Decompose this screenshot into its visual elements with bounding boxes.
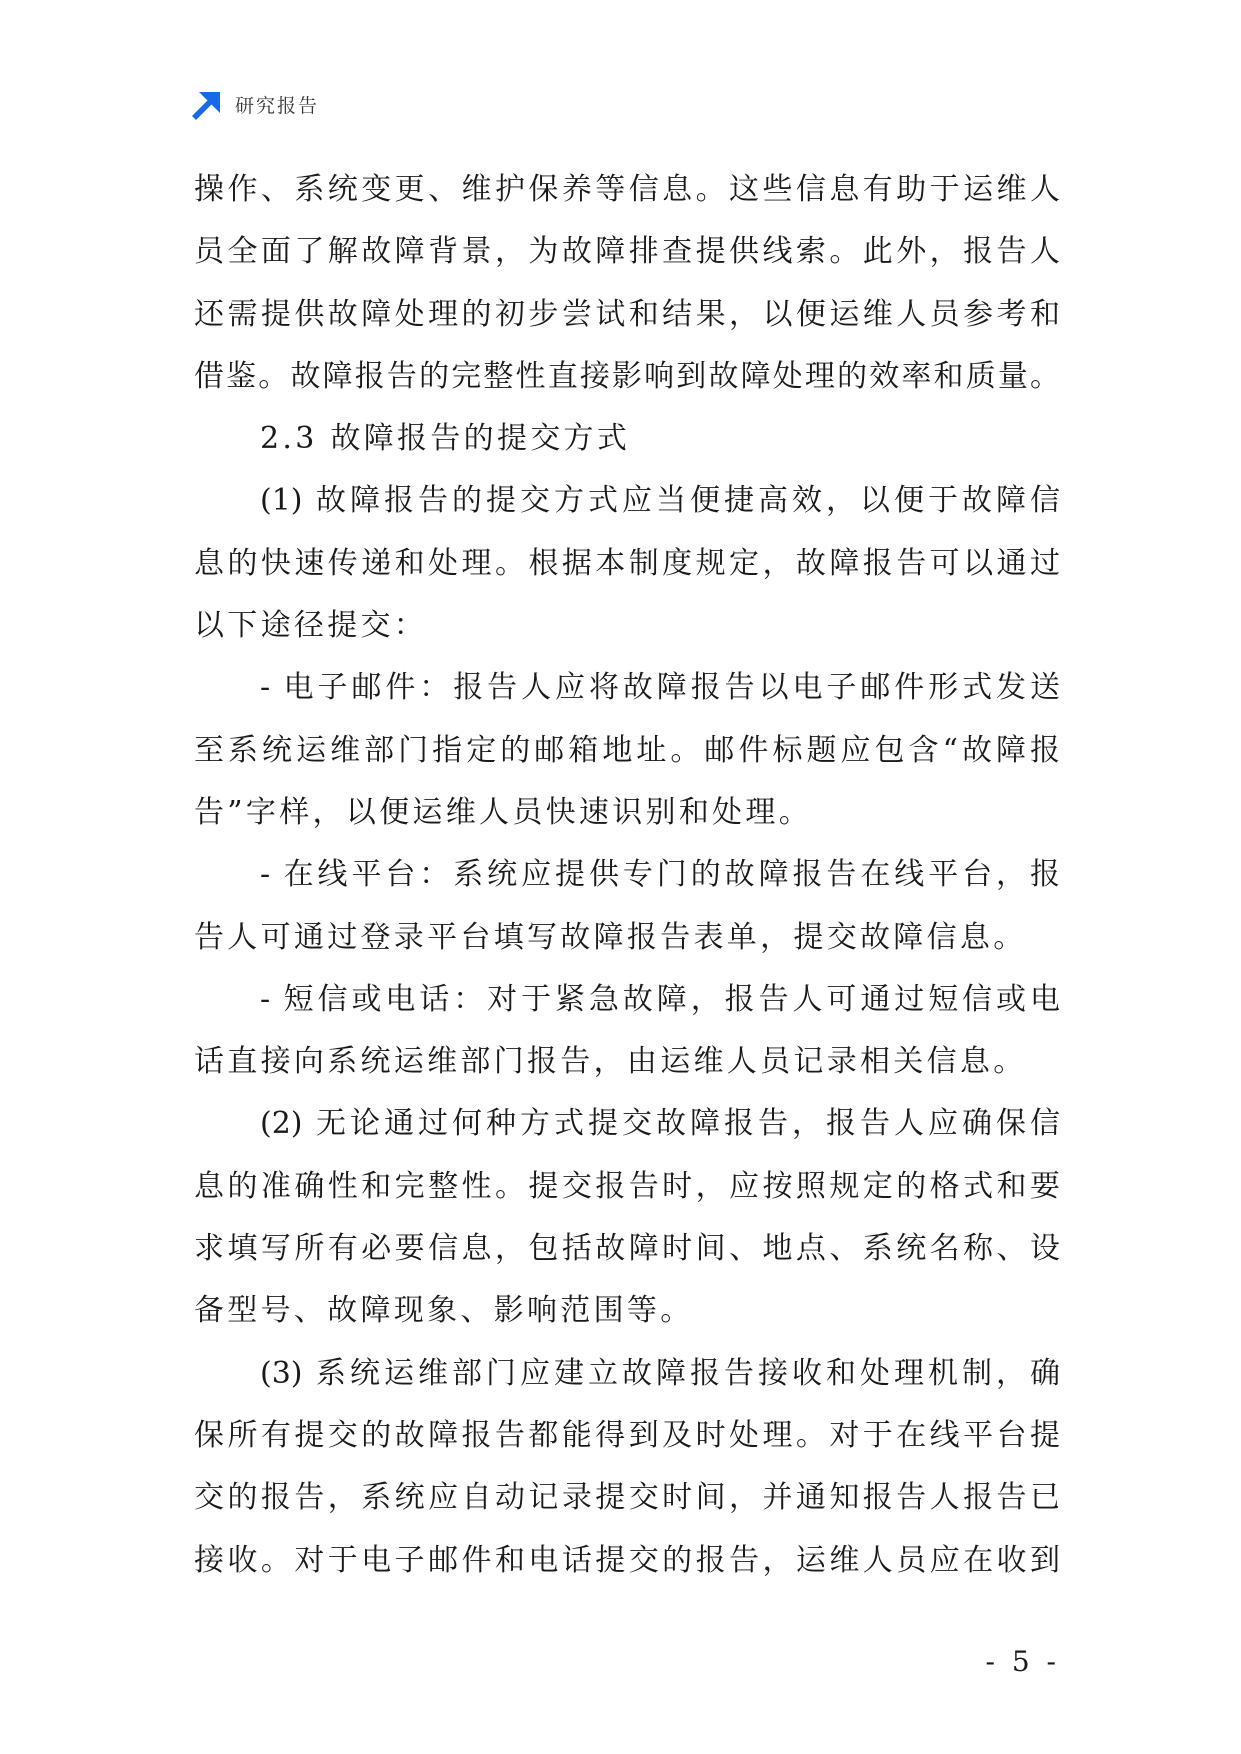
list-item-line: - 短信或电话：对于紧急故障，报告人可通过短信或电 — [260, 981, 1060, 1017]
list-item-line: - 在线平台：系统应提供专门的故障报告在线平台，报 — [260, 857, 1060, 893]
body-line: (3) 系统运维部门应建立故障报告接收和处理机制，确 — [260, 1355, 1060, 1391]
body-line: 接收。对于电子邮件和电话提交的报告，运维人员应在收到 — [194, 1542, 1060, 1578]
body-line: 还需提供故障处理的初步尝试和结果，以便运维人员参考和 — [194, 296, 1060, 332]
body-line: 至系统运维部门指定的邮箱地址。邮件标题应包含“故障报 — [194, 732, 1060, 768]
section-heading: 2.3 故障报告的提交方式 — [260, 421, 631, 457]
arrow-up-right-icon — [190, 90, 222, 122]
body-line: 操作、系统变更、维护保养等信息。这些信息有助于运维人 — [194, 172, 1060, 207]
body-line: 员全面了解故障背景，为故障排查提供线索。此外，报告人 — [194, 234, 1060, 270]
header-title: 研究报告 — [235, 95, 320, 117]
body-line: 息的快速传递和处理。根据本制度规定，故障报告可以通过 — [194, 545, 1060, 581]
body-line: (1) 故障报告的提交方式应当便捷高效，以便于故障信 — [260, 483, 1060, 519]
body-line: 交的报告，系统应自动记录提交时间，并通知报告人报告已 — [194, 1480, 1060, 1516]
body-line: (2) 无论通过何种方式提交故障报告，报告人应确保信 — [260, 1106, 1060, 1142]
body-line: 保所有提交的故障报告都能得到及时处理。对于在线平台提 — [194, 1417, 1060, 1453]
body-line: 话直接向系统运维部门报告，由运维人员记录相关信息。 — [194, 1044, 1027, 1080]
body-line: 告”字样，以便运维人员快速识别和处理。 — [194, 794, 813, 830]
body-line: 备型号、故障现象、影响范围等。 — [194, 1293, 694, 1329]
list-item-line: - 电子邮件：报告人应将故障报告以电子邮件形式发送 — [260, 670, 1060, 706]
body-line: 告人可通过登录平台填写故障报告表单，提交故障信息。 — [194, 919, 1027, 955]
body-line: 借鉴。故障报告的完整性直接影响到故障处理的效率和质量。 — [194, 358, 1060, 394]
body-line: 息的准确性和完整性。提交报告时，应按照规定的格式和要 — [194, 1168, 1060, 1204]
body-line: 求填写所有必要信息，包括故障时间、地点、系统名称、设 — [194, 1231, 1060, 1267]
document-body — [194, 159, 1060, 1592]
page-number: - 5 - — [985, 1645, 1060, 1678]
page-header — [190, 90, 319, 122]
body-line: 以下途径提交： — [194, 608, 428, 644]
